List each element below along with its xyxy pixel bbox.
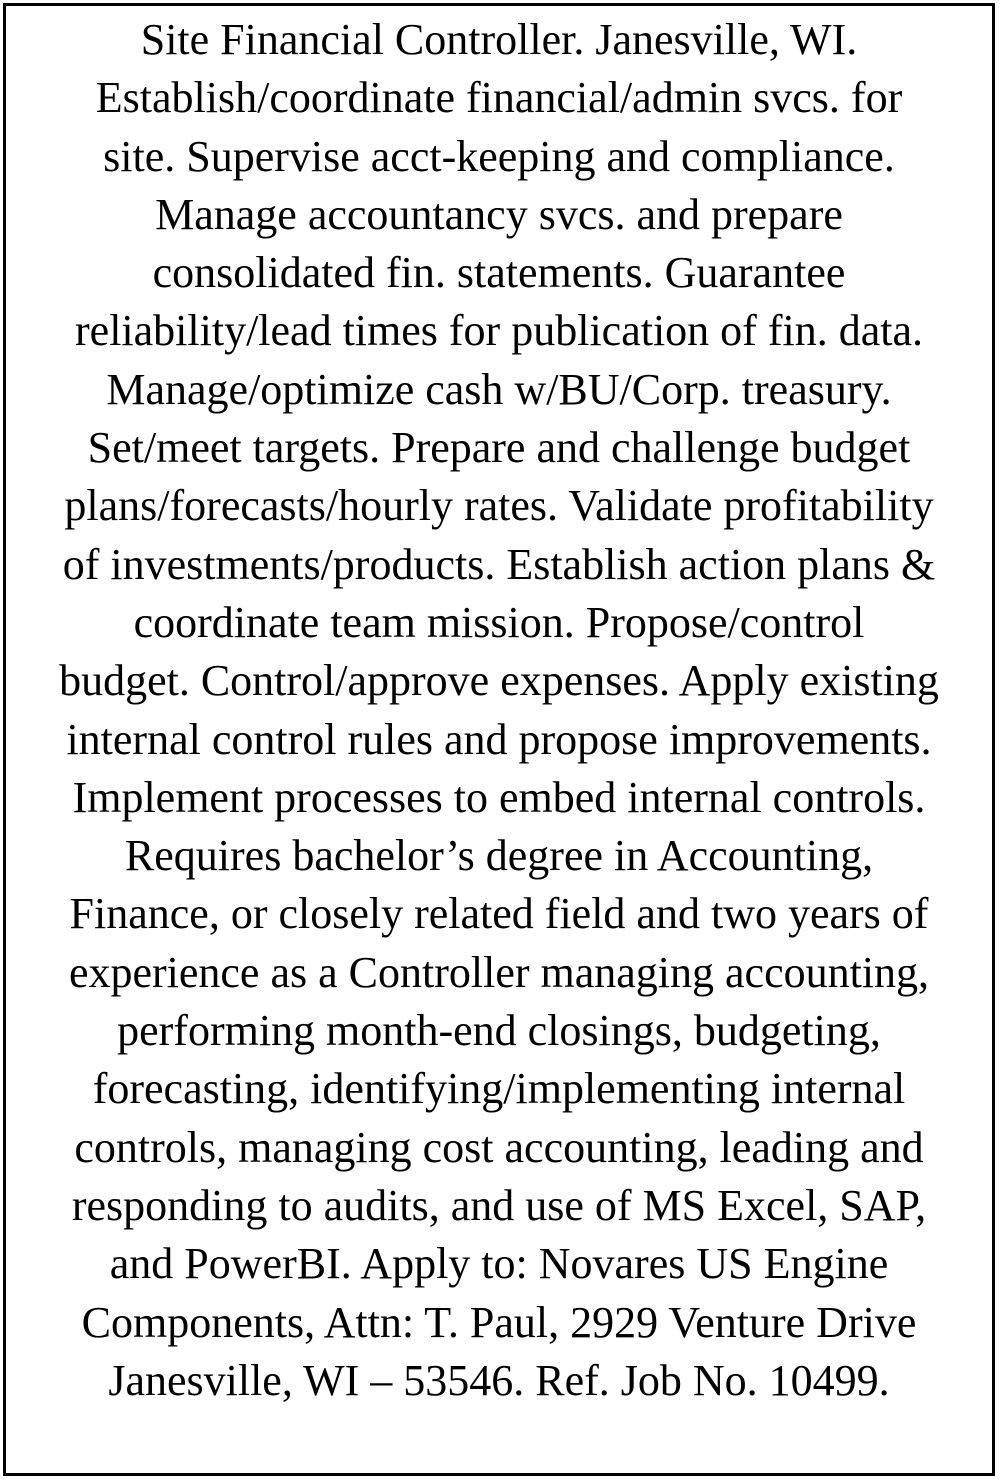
job-ad-box (3, 3, 995, 1476)
ad-line: and PowerBI. Apply to: Novares US Engine (109, 1239, 889, 1289)
ad-line: reliability/lead times for publication of fin. data. (75, 306, 923, 356)
ad-line: Manage accountancy svcs. and prepare (155, 189, 843, 239)
ad-line: Establish/coordinate financial/admin svcs. for (95, 73, 903, 123)
ad-line: Janesville, WI – 53546. Ref. Job No. 10499. (108, 1355, 890, 1405)
ad-line: controls, managing cost accounting, leading and (74, 1122, 924, 1172)
ad-line: performing month-end closings, budgeting, (117, 1006, 881, 1056)
ad-line: responding to audits, and use of MS Excel, SAP, (71, 1180, 927, 1230)
ad-line: Implement processes to embed internal controls. (72, 772, 926, 822)
ad-line: internal control rules and propose improvements. (66, 714, 932, 764)
ad-line: plans/forecasts/hourly rates. Validate profitability (64, 481, 934, 531)
ad-line: of investments/products. Establish action plans & (62, 539, 936, 589)
ad-line: coordinate team mission. Propose/control (133, 597, 865, 647)
job-ad-text (6, 11, 992, 1410)
ad-line: site. Supervise acct-keeping and compliance. (103, 131, 895, 181)
ad-line: forecasting, identifying/implementing internal (92, 1064, 906, 1114)
ad-line: budget. Control/approve expenses. Apply existing (59, 656, 939, 706)
ad-line: Manage/optimize cash w/BU/Corp. treasury. (106, 364, 892, 414)
ad-line: Requires bachelor’s degree in Accounting, (124, 831, 874, 881)
ad-line: Set/meet targets. Prepare and challenge budget (87, 423, 911, 473)
ad-line: Site Financial Controller. Janesville, WI. (140, 15, 858, 64)
ad-line: consolidated fin. statements. Guarantee (152, 248, 846, 298)
ad-line: Finance, or closely related field and two years of (69, 889, 929, 939)
ad-line: Components, Attn: T. Paul, 2929 Venture Drive (81, 1297, 917, 1347)
ad-line: experience as a Controller managing accounting, (68, 947, 930, 997)
